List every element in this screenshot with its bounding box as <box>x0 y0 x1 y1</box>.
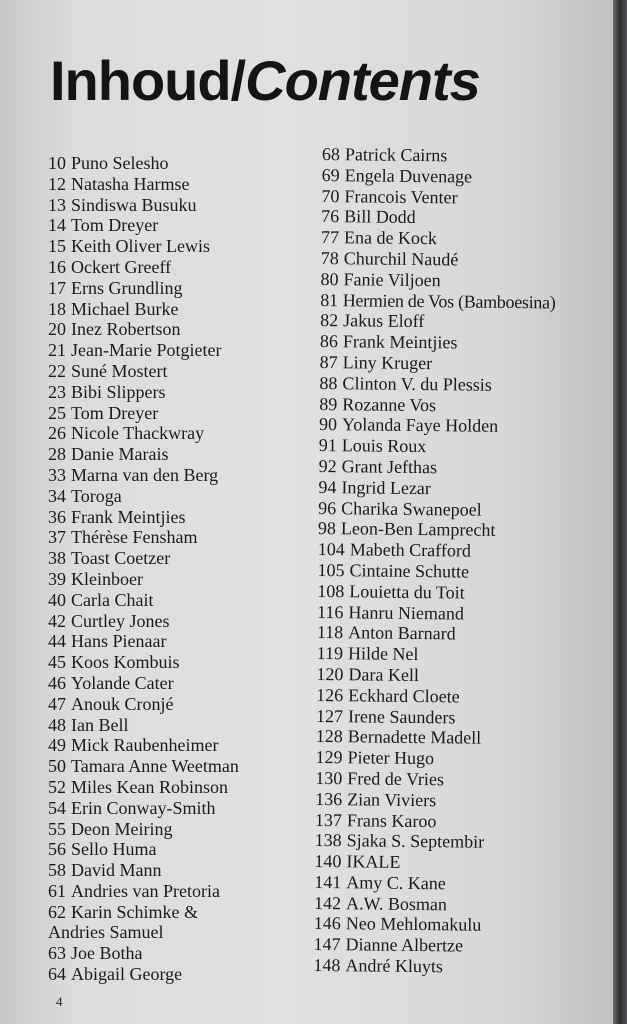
entry-page-number: 142 <box>313 892 342 913</box>
entry-author-name: Puno Selesho <box>71 153 169 173</box>
entry-author-name: Liny Kruger <box>342 352 433 374</box>
entry-author-name: Cintaine Schutte <box>349 560 470 582</box>
entry-page-number: 46 <box>48 672 66 693</box>
entry-author-name: Dianne Albertze <box>345 934 464 956</box>
entry-page-number: 52 <box>48 776 66 797</box>
entry-author-name: André Kluyts <box>345 955 443 977</box>
entry-author-name: Deon Meiring <box>71 818 173 839</box>
entry-author-name: Mabeth Crafford <box>349 539 471 561</box>
entry-author-name: Fanie Viljoen <box>343 269 441 291</box>
entry-page-number: 138 <box>314 830 342 851</box>
entry-page-number: 17 <box>48 277 66 298</box>
entry-page-number: 104 <box>317 539 345 560</box>
entry-page-number: 44 <box>48 631 66 652</box>
contents-entry <box>48 507 298 528</box>
entry-author-name: Nicole Thackwray <box>71 423 205 444</box>
entry-page-number: 78 <box>320 247 339 269</box>
entry-author-name: Hilde Nel <box>347 643 419 665</box>
entry-author-name: Ingrid Lezar <box>341 476 431 498</box>
entry-page-number: 48 <box>48 714 66 735</box>
entry-author-name: Jean-Marie Potgieter <box>71 340 222 361</box>
entry-author-name: Pieter Hugo <box>347 747 435 769</box>
contents-entry <box>48 299 298 320</box>
contents-entry <box>48 236 298 257</box>
entry-author-name: Patrick Cairns <box>344 144 448 166</box>
entry-page-number: 12 <box>48 173 66 194</box>
entry-author-name: Ena de Kock <box>343 227 438 249</box>
entry-page-number: 42 <box>48 610 66 631</box>
contents-column-right <box>313 144 617 979</box>
entry-page-number: 127 <box>315 705 344 726</box>
entry-author-name: Dara Kell <box>348 664 420 685</box>
contents-entry <box>48 902 258 944</box>
entry-author-name: Bernadette Madell <box>347 726 482 749</box>
entry-page-number: 23 <box>48 381 66 402</box>
entry-page-number: 129 <box>315 747 343 768</box>
entry-page-number: 88 <box>319 372 338 393</box>
entry-page-number: 87 <box>319 351 338 373</box>
contents-entry <box>48 361 298 382</box>
entry-page-number: 22 <box>48 360 66 381</box>
entry-author-name: Hans Pienaar <box>71 631 167 652</box>
contents-entry <box>313 955 608 979</box>
entry-author-name: Rozanne Vos <box>342 393 437 415</box>
entry-author-name: Frank Meintjies <box>342 331 458 353</box>
contents-entry <box>48 569 298 590</box>
entry-author-name: Neo Mehlomakulu <box>345 913 482 936</box>
entry-page-number: 64 <box>48 964 66 985</box>
entry-author-name: IKALE <box>346 851 401 872</box>
entry-author-name: Toast Coetzer <box>71 548 171 569</box>
entry-page-number: 63 <box>48 943 66 964</box>
entry-author-name: Curtley Jones <box>71 610 170 631</box>
contents-entry <box>48 403 298 424</box>
contents-entry <box>48 819 298 840</box>
entry-author-name: Fred de Vries <box>347 768 445 790</box>
entry-page-number: 68 <box>321 144 340 165</box>
entry-author-name: Jakus Eloff <box>343 310 425 332</box>
entry-author-name: Erns Grundling <box>71 277 183 298</box>
entry-page-number: 69 <box>321 164 340 185</box>
entry-author-name: Suné Mostert <box>71 360 168 381</box>
entry-page-number: 136 <box>315 788 343 809</box>
contents-entry <box>48 278 298 299</box>
entry-page-number: 70 <box>321 185 340 206</box>
entry-page-number: 92 <box>318 455 337 477</box>
entry-author-name: Sello Huma <box>71 839 157 860</box>
entry-page-number: 61 <box>48 880 66 901</box>
entry-author-name: Tom Dreyer <box>71 402 159 423</box>
entry-page-number: 49 <box>48 735 66 756</box>
title-afrikaans: Inhoud/ <box>50 48 246 112</box>
entry-page-number: 33 <box>48 464 66 485</box>
entry-page-number: 13 <box>48 194 66 215</box>
entry-page-number: 82 <box>320 310 339 331</box>
entry-author-name: Inez Robertson <box>71 319 181 340</box>
entry-page-number: 118 <box>316 622 344 643</box>
entry-page-number: 47 <box>48 693 66 714</box>
entry-page-number: 140 <box>314 851 342 872</box>
contents-entry <box>48 382 298 403</box>
entry-page-number: 34 <box>48 485 66 506</box>
entry-author-name: Sjaka S. Septembir <box>346 830 485 853</box>
entry-page-number: 28 <box>48 444 66 465</box>
entry-page-number: 128 <box>315 726 343 747</box>
entry-author-name: Hermien de Vos (Bamboesina) <box>342 289 556 313</box>
entry-author-name: Anton Barnard <box>348 622 456 644</box>
entry-author-name: David Mann <box>71 860 162 881</box>
contents-entry <box>48 881 298 902</box>
entry-page-number: 94 <box>318 476 337 497</box>
entry-page-number: 116 <box>316 601 344 622</box>
contents-entry <box>48 174 298 195</box>
entry-page-number: 58 <box>48 860 66 881</box>
contents-entry <box>48 756 298 777</box>
entry-author-name: Erin Conway-Smith <box>71 797 216 818</box>
entry-page-number: 38 <box>48 548 66 569</box>
entry-page-number: 16 <box>48 256 66 277</box>
contents-entry <box>48 777 298 798</box>
contents-entry <box>48 215 298 236</box>
contents-entry <box>48 631 298 652</box>
entry-author-name: Danie Marais <box>71 444 169 465</box>
entry-page-number: 126 <box>316 684 344 705</box>
contents-entry <box>48 735 298 756</box>
entry-page-number: 76 <box>321 206 340 227</box>
contents-column-left <box>48 153 298 985</box>
entry-author-name: Hanru Niemand <box>348 601 465 624</box>
entry-page-number: 96 <box>318 497 337 518</box>
entry-page-number: 37 <box>48 527 66 548</box>
entry-page-number: 20 <box>48 319 66 340</box>
contents-entry <box>48 964 298 985</box>
entry-page-number: 98 <box>317 518 337 539</box>
entry-author-name: Ockert Greeff <box>71 256 172 277</box>
entry-author-name: Bibi Slippers <box>71 381 166 402</box>
entry-author-name: Anouk Cronjé <box>71 693 174 714</box>
title-english: Contents <box>245 48 480 112</box>
entry-author-name: Leon-Ben Lamprecht <box>340 518 496 541</box>
contents-entry <box>48 340 298 361</box>
entry-page-number: 50 <box>48 756 66 777</box>
entry-author-name: Churchil Naudé <box>343 248 459 270</box>
entry-author-name: Frank Meintjies <box>71 506 186 527</box>
contents-entry <box>48 694 298 715</box>
contents-entry <box>48 590 298 611</box>
contents-entry <box>48 444 298 465</box>
entry-page-number: 54 <box>48 797 66 818</box>
entry-page-number: 119 <box>316 643 344 664</box>
entry-author-name: Zian Viviers <box>347 789 437 810</box>
entry-page-number: 56 <box>48 839 66 860</box>
entry-page-number: 81 <box>320 289 338 310</box>
page-number: 4 <box>56 994 63 1009</box>
contents-entry <box>48 673 298 694</box>
entry-page-number: 86 <box>319 331 339 352</box>
entry-page-number: 148 <box>313 955 341 976</box>
contents-entry <box>48 611 298 632</box>
contents-entry <box>48 943 298 964</box>
contents-entry <box>48 652 298 673</box>
entry-author-name: Thérèse Fensham <box>71 527 198 548</box>
entry-author-name: Miles Kean Robinson <box>71 776 228 797</box>
contents-entry <box>48 423 298 444</box>
entry-page-number: 14 <box>48 215 66 236</box>
entry-author-name: Charika Swanepoel <box>341 497 482 520</box>
entry-author-name: Grant Jefthas <box>341 456 438 478</box>
contents-entry <box>48 319 298 340</box>
entry-author-name: Joe Botha <box>71 943 143 964</box>
entry-page-number: 15 <box>48 236 66 257</box>
entry-author-name: Louietta du Toit <box>349 581 465 603</box>
contents-entry <box>48 465 298 486</box>
contents-entry <box>48 839 298 860</box>
entry-page-number: 89 <box>319 393 338 414</box>
entry-page-number: 90 <box>318 414 338 435</box>
entry-page-number: 120 <box>316 663 344 685</box>
entry-author-name: Frans Karoo <box>346 809 437 831</box>
entry-page-number: 91 <box>318 435 337 456</box>
entry-author-name: Engela Duvenage <box>344 165 473 187</box>
entry-author-name: Michael Burke <box>71 298 179 319</box>
entry-page-number: 45 <box>48 652 66 673</box>
entry-author-name: Sindiswa Busuku <box>71 194 197 215</box>
contents-entry <box>48 860 298 881</box>
contents-entry <box>48 486 298 507</box>
entry-page-number: 105 <box>317 559 345 581</box>
contents-entry <box>48 527 298 548</box>
entry-author-name: Amy C. Kane <box>346 872 446 894</box>
entry-author-name: Karin Schimke & Andries Samuel <box>48 901 198 943</box>
contents-entry <box>48 257 298 278</box>
entry-author-name: Tom Dreyer <box>71 215 159 236</box>
contents-entry <box>48 153 298 174</box>
entry-author-name: Carla Chait <box>71 589 154 610</box>
entry-page-number: 25 <box>48 402 66 423</box>
entry-author-name: Abigail George <box>71 964 183 985</box>
entry-author-name: Ian Bell <box>71 714 129 735</box>
entry-page-number: 10 <box>48 153 66 173</box>
entry-author-name: Francois Venter <box>344 185 458 208</box>
entry-author-name: Louis Roux <box>341 435 427 457</box>
entry-page-number: 40 <box>48 589 66 610</box>
entry-author-name: A.W. Bosman <box>345 892 447 915</box>
entry-page-number: 141 <box>314 871 342 893</box>
entry-page-number: 108 <box>317 580 345 601</box>
entry-page-number: 147 <box>313 934 341 955</box>
entry-page-number: 146 <box>313 913 341 934</box>
entry-author-name: Mick Raubenheimer <box>71 735 219 756</box>
entry-author-name: Kleinboer <box>71 568 143 589</box>
entry-author-name: Yolanda Faye Holden <box>341 414 499 437</box>
entry-page-number: 130 <box>315 767 343 789</box>
entry-page-number: 80 <box>320 268 339 289</box>
entry-author-name: Tamara Anne Weetman <box>71 756 239 777</box>
entry-page-number: 21 <box>48 340 66 361</box>
entry-author-name: Koos Kombuis <box>71 652 180 673</box>
contents-entry <box>48 548 298 569</box>
entry-author-name: Bill Dodd <box>344 206 416 228</box>
entry-author-name: Andries van Pretoria <box>71 880 220 901</box>
entry-author-name: Keith Oliver Lewis <box>71 236 210 257</box>
entry-page-number: 18 <box>48 298 66 319</box>
page-title <box>50 48 480 113</box>
entry-author-name: Natasha Harmse <box>71 173 190 194</box>
contents-entry <box>48 715 298 736</box>
entry-page-number: 62 <box>48 901 66 922</box>
entry-page-number: 39 <box>48 568 66 589</box>
entry-author-name: Yolande Cater <box>71 672 174 693</box>
entry-page-number: 36 <box>48 506 66 527</box>
entry-author-name: Eckhard Cloete <box>348 685 460 707</box>
entry-page-number: 137 <box>314 809 343 830</box>
entry-author-name: Toroga <box>71 485 122 506</box>
contents-entry <box>48 798 298 819</box>
entry-author-name: Marna van den Berg <box>71 464 219 485</box>
entry-page-number: 26 <box>48 423 66 444</box>
entry-author-name: Clinton V. du Plessis <box>342 372 492 395</box>
contents-entry <box>48 195 298 216</box>
entry-author-name: Irene Saunders <box>347 705 456 727</box>
entry-page-number: 77 <box>320 227 340 248</box>
entry-page-number: 55 <box>48 818 66 839</box>
